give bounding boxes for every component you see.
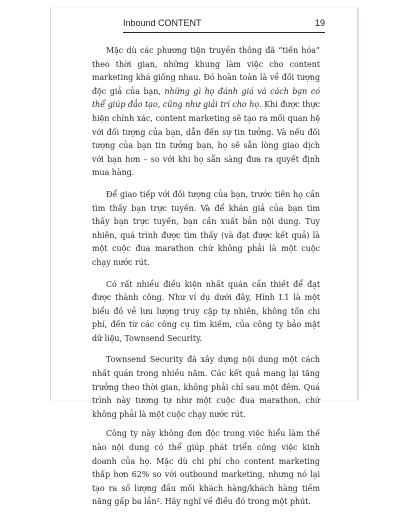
paragraph-1-text-end: . Khi được thực hiện chính xác, content marketing sẽ tạo ra mối quan hệ với đối tượng của bạn, dẫn đến sự tin tưởng. Và nếu đối tượng của bạn tin tưởng bạn, họ sẽ sẵn lòng giao dịch với bạn hơn – so với khi họ sẵn sàng đưa ra quyết định mua hàng.	[92, 100, 321, 178]
paragraph-1	[92, 44, 320, 180]
book-page	[50, 8, 358, 507]
running-header	[123, 18, 325, 33]
header-title: Inbound CONTENT	[123, 18, 202, 28]
paragraph-5: Công ty này không đơn độc trong việc hiểu làm thế nào nội dung có thể giúp phát triển công việc kinh doanh của họ. Mặc dù chi phí cho content marketing thấp hơn 62% so với outbound marketing, nhưng nó lại tạo ra số lượng đầu mối khách hàng/khách hàng tiềm năng gấp ba lần². Hãy nghĩ về điều đó trong một phút.	[92, 429, 320, 507]
paragraph-2: Để giao tiếp với đối tượng của bạn, trước tiên họ cần tìm thấy bạn trực tuyến. Và để khán giả của bạn tìm thấy bạn trực tuyến, bạn cần xuất bản nội dung. Tuy nhiên, quá trình được tìm thấy (và đạt được kết quả) là một cuộc đua marathon chứ không phải là một cuộc chạy nước rút.	[92, 189, 320, 267]
page-body	[92, 44, 320, 517]
paragraph-1-text-start: Mặc dù các phương tiện truyền thông đã “tiến hóa” theo thời gian, những khung làm việc cho content marketing khá giống nhau. Đó hoàn toàn là về đối tượng độc giả của bạn,	[92, 46, 320, 96]
paragraph-1-italic-phrase: những gì họ đánh giá và cách bạn có thể giúp đảo tạo, cũng như giải trí cho họ	[92, 86, 321, 110]
page-number: 19	[314, 18, 325, 28]
paragraph-4: Townsend Security đã xây dựng nội dung một cách nhất quán trong nhiều năm. Các kết quả mang lại tăng trưởng theo thời gian, không phải chỉ sau một đêm. Quá trình này tương tự như một cuộc đua marathon, chứ không phải là một cuộc chạy nước rút.	[92, 355, 320, 419]
paragraph-3: Có rất nhiều điều kiện nhất quán cần thiết để đạt được thành công. Như ví dụ dưới đây, Hình I.1 là một biểu đồ về lưu lượng truy cập tự nhiên, không tốn chi phí, đến từ các công cụ tìm kiếm, của công ty bảo mật dữ liệu, Townsend Security.	[92, 279, 320, 343]
